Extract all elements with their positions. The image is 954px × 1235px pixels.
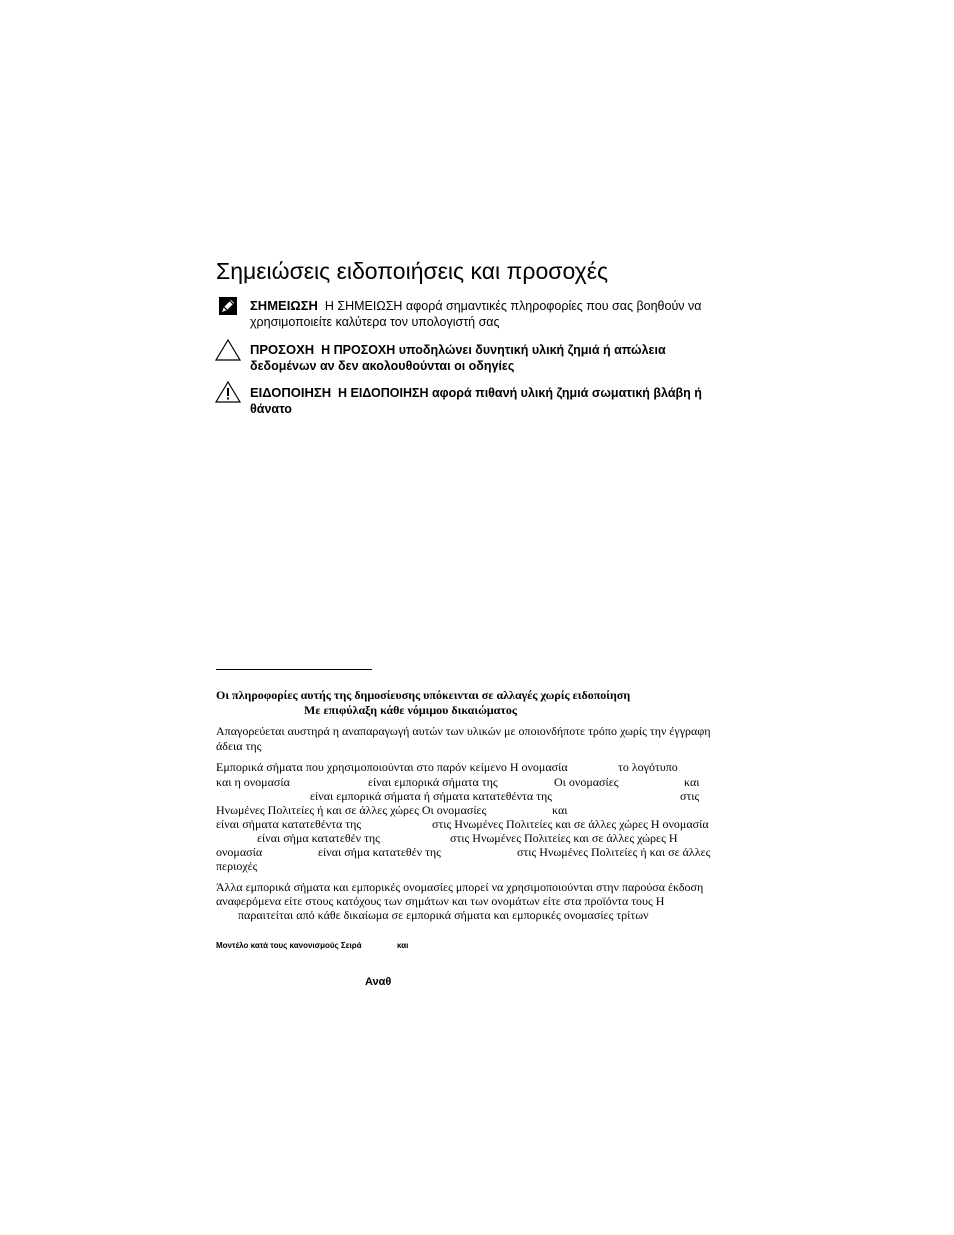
page-title: Σημειώσεις ειδοποιήσεις και προσοχές — [216, 258, 609, 284]
model-label: Μοντέλο κατά τους κανονισμούς Σειρά — [216, 941, 362, 950]
tm-text: στις Ηνωμένες Πολιτείες ή και σε άλλες — [517, 845, 711, 859]
revision-label: Αναθ — [365, 976, 392, 988]
tm-text: είναι σήμα κατατεθέν της — [257, 831, 380, 845]
tm-text: στις Ηνωμένες Πολιτείες και σε άλλες χώρες Η — [450, 831, 678, 845]
model-and: και — [397, 941, 409, 950]
caution-triangle-icon — [214, 338, 242, 362]
other-line-3: παραιτείται από κάθε δικαίωμα σε εμπορικά σήματα και εμπορικές ονομασίες τρίτων — [238, 908, 649, 922]
warning-label: ΕΙΔΟΠΟΙΗΣΗ — [250, 385, 332, 400]
repro-line-1: Απαγορεύεται αυστηρά η αναπαραγωγή αυτών των υλικών με οποιονδήποτε τρόπο χωρίς την έγγραφη — [216, 724, 711, 738]
tm-text: είναι εμπορικά σήματα ή σήματα κατατεθέντα της — [310, 789, 552, 803]
tm-text: είναι σήματα κατατεθέντα της — [216, 817, 362, 831]
warning-line-1 — [250, 385, 702, 400]
tm-text: είναι σήμα κατατεθέν της — [318, 845, 441, 859]
note-line-1 — [250, 298, 701, 313]
other-line-1: Άλλα εμπορικά σήματα και εμπορικές ονομασίες μπορεί να χρησιμοποιούνται στην παρούσα έκδοση — [216, 880, 704, 894]
tm-text: και — [552, 803, 568, 817]
caution-label: ΠΡΟΣΟΧΗ — [250, 342, 315, 357]
notice-line-1: Οι πληροφορίες αυτής της δημοσίευσης υπόκεινται σε αλλαγές χωρίς ειδοποίηση — [216, 688, 631, 702]
tm-text: στις Ηνωμένες Πολιτείες και σε άλλες χώρες Η ονομασία — [432, 817, 709, 831]
tm-text: το λογότυπο — [618, 760, 678, 774]
warning-text-2: θάνατο — [250, 402, 292, 416]
tm-text: και — [684, 775, 700, 789]
caution-text-2: δεδομένων αν δεν ακολουθούνται οι οδηγίες — [250, 359, 515, 373]
other-line-2: αναφερόμενα είτε στους κατόχους των σημάτων και των ονομάτων είτε στα προϊόντα τους Η — [216, 894, 665, 908]
notice-line-2: Με επιφύλαξη κάθε νόμιμου δικαιώματος — [304, 703, 517, 717]
tm-text: είναι εμπορικά σήματα της — [368, 775, 498, 789]
caution-text-1: Η ΠΡΟΣΟΧΗ υποδηλώνει δυνητική υλική ζημιά ή απώλεια — [321, 343, 666, 357]
note-text-2: χρησιμοποιείτε καλύτερα τον υπολογιστή σας — [250, 315, 500, 329]
pencil-note-icon — [218, 296, 238, 316]
tm-text: Ηνωμένες Πολιτείες ή και σε άλλες χώρες Οι ονομασίες — [216, 803, 487, 817]
note-text-1: Η ΣΗΜΕΙΩΣΗ αφορά σημαντικές πληροφορίες που σας βοηθούν να — [324, 299, 702, 313]
tm-text: ονομασία — [216, 845, 263, 859]
tm-text: και η ονομασία — [216, 775, 290, 789]
tm-text: Οι ονομασίες — [554, 775, 619, 789]
caution-line-1 — [250, 342, 666, 357]
tm-text: περιοχές — [216, 859, 258, 873]
warning-text-1: Η ΕΙΔΟΠΟΙΗΣΗ αφορά πιθανή υλική ζημιά σωματική βλάβη ή — [338, 386, 702, 400]
warning-triangle-icon — [214, 380, 242, 404]
tm-text: στις — [680, 789, 700, 803]
repro-line-2: άδεια της — [216, 739, 262, 753]
tm-text: Εμπορικά σήματα που χρησιμοποιούνται στο παρόν κείμενο Η ονομασία — [216, 760, 568, 774]
note-label: ΣΗΜΕΙΩΣΗ — [250, 298, 318, 313]
divider — [216, 669, 372, 670]
